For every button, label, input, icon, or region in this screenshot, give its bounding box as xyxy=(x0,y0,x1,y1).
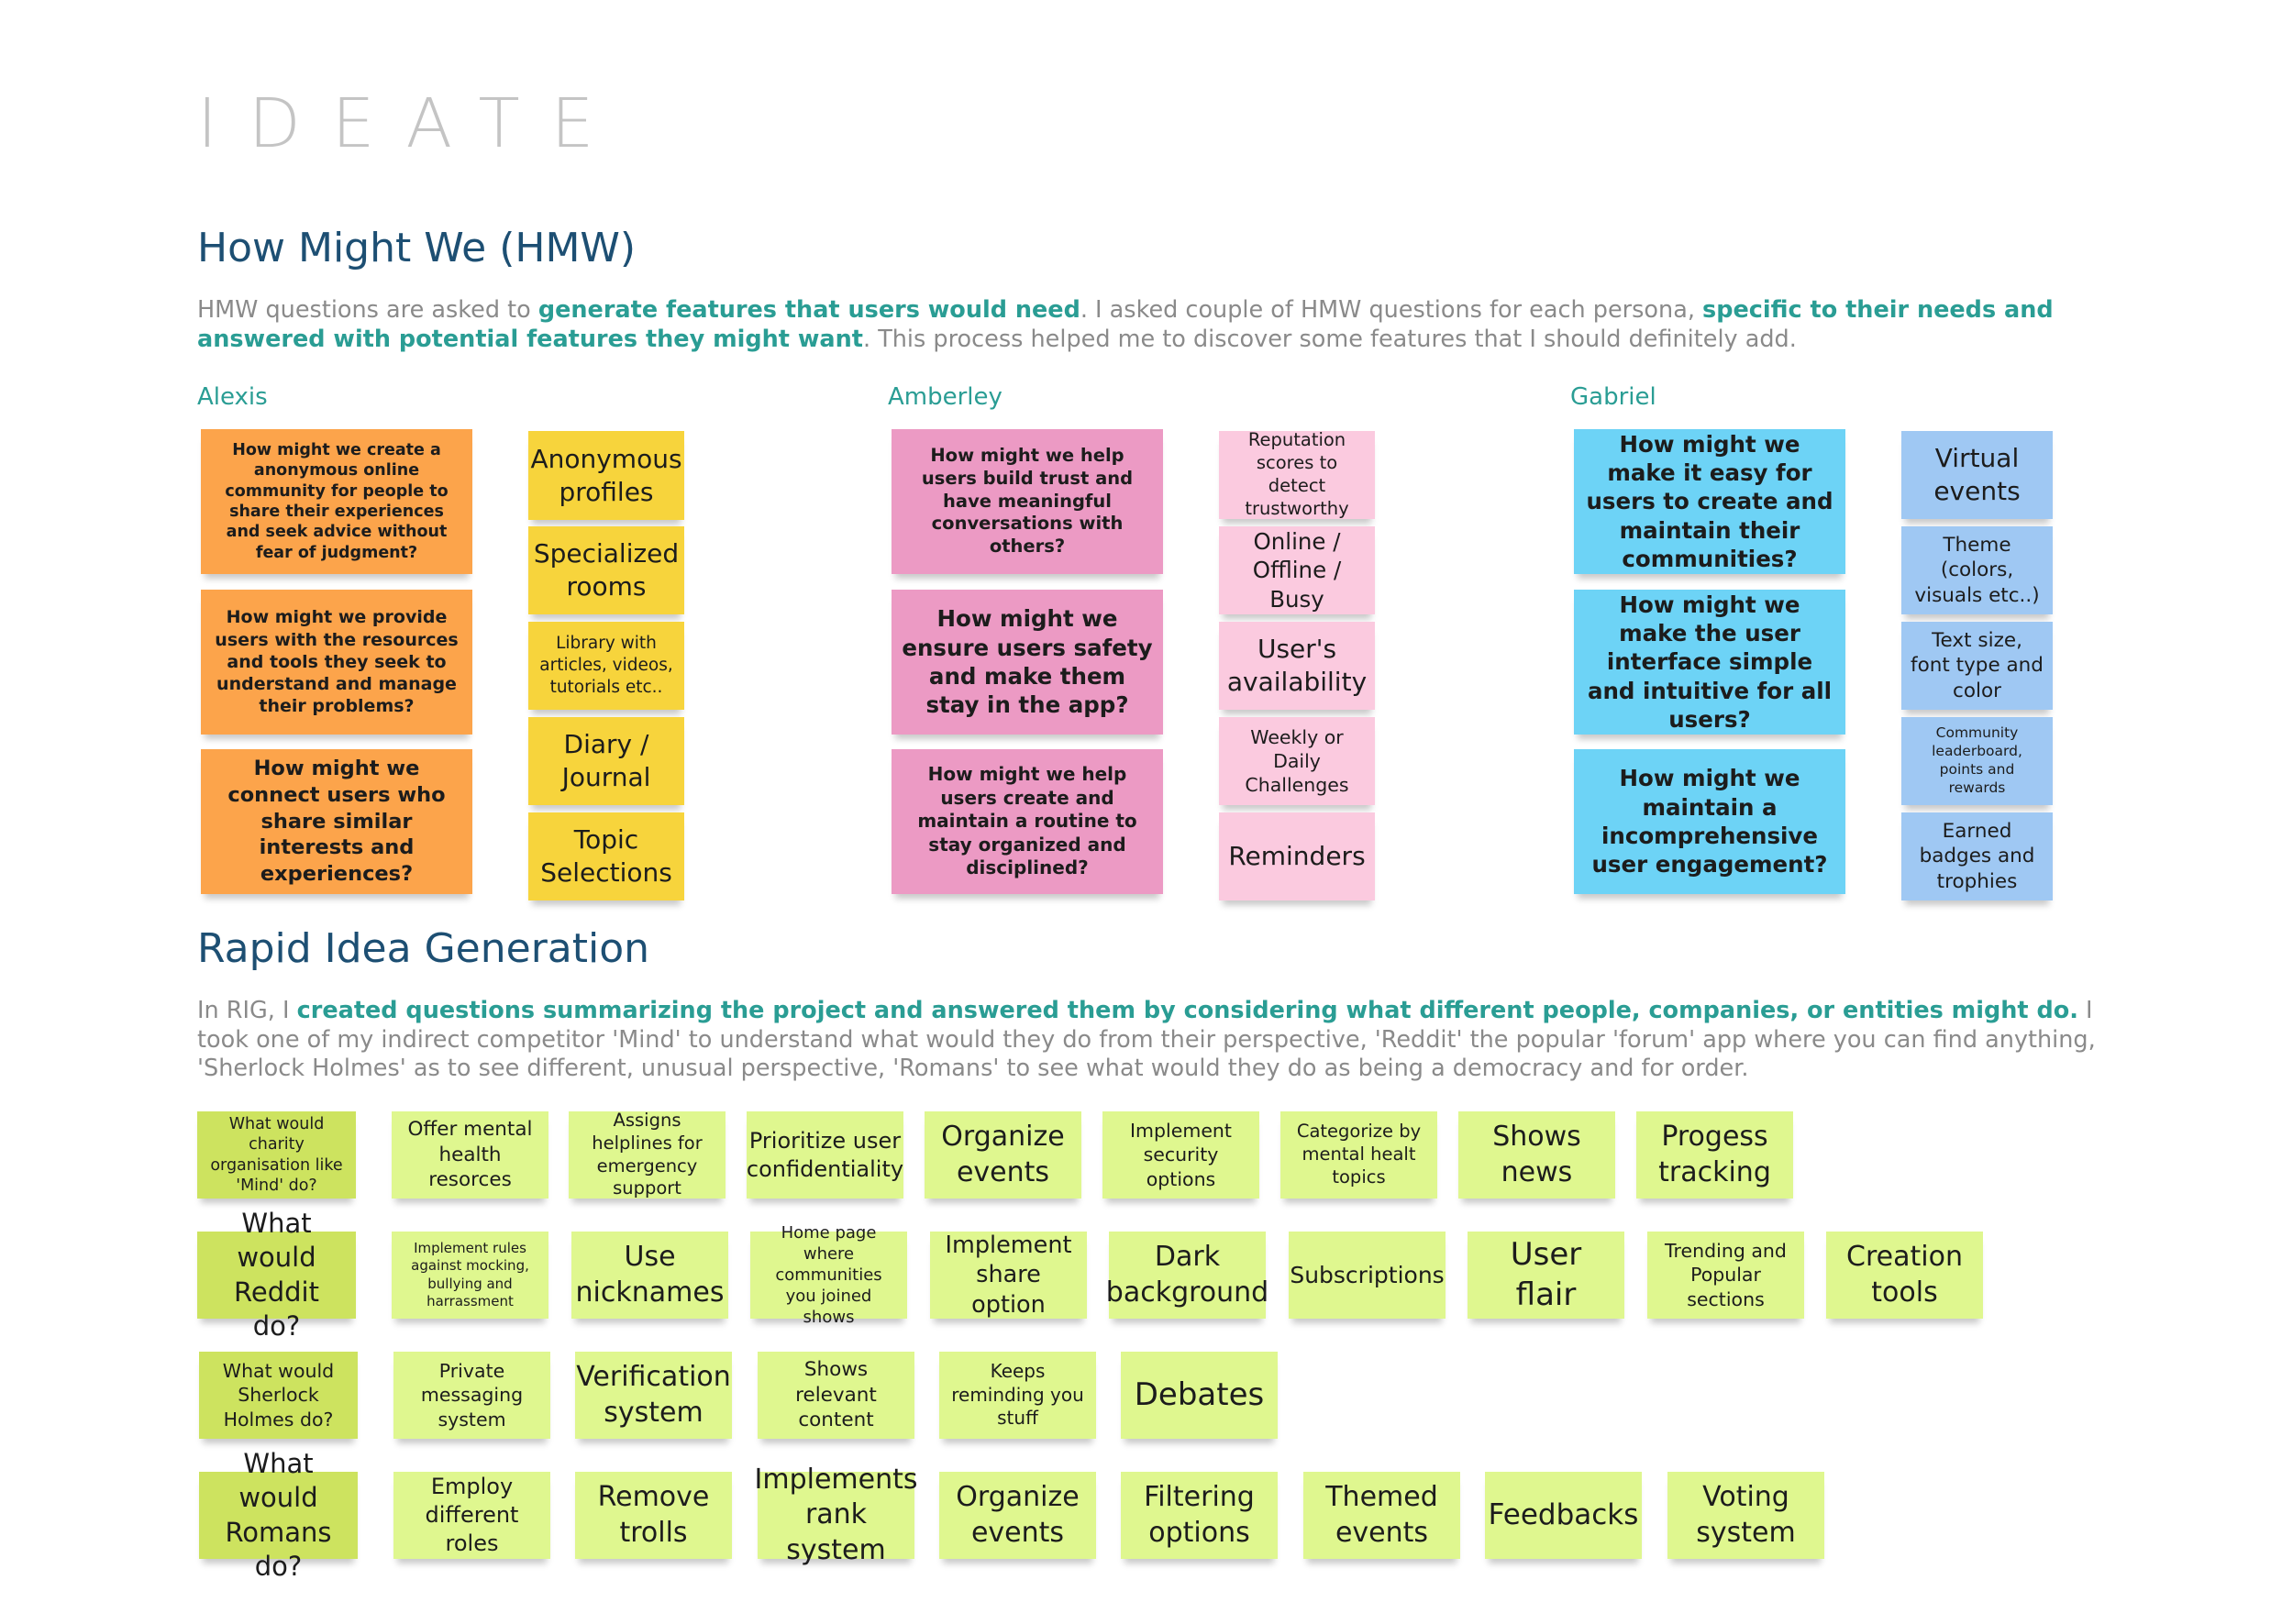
hmw-question-note: How might we create a anonymous online community for people to share their experiences and seek advice without fear of judgment? xyxy=(201,429,472,574)
hmw-question-note: How might we help users build trust and have meaningful conversations with others? xyxy=(892,429,1163,574)
rig-idea-note: Subscriptions xyxy=(1289,1232,1446,1319)
rig-idea-note: Implement rules against mocking, bullying and harrassment xyxy=(392,1232,548,1319)
hmw-answer-note: Library with articles, videos, tutorials etc.. xyxy=(528,622,684,710)
hmw-question-note: How might we help users create and maintain a routine to stay organized and disciplined? xyxy=(892,749,1163,894)
rig-idea-note: Organize events xyxy=(939,1472,1096,1559)
rig-intro: In RIG, I created questions summarizing the project and answered them by considering what different people, companies, or entities might do. I took one of my indirect competitor 'Mind' to understand what would they do from their perspective, 'Reddit' the popular 'forum' app where you can find anything, 'Sherlock Holmes' as to see different, unusual perspective, 'Romans' to see what would they do as being a democracy and for order. xyxy=(197,997,2096,1082)
rig-idea-note: Offer mental health resorces xyxy=(392,1111,548,1199)
rig-idea-note: Voting system xyxy=(1667,1472,1824,1559)
rig-idea-note: Dark background xyxy=(1109,1232,1266,1319)
rig-idea-note: Organize events xyxy=(925,1111,1081,1199)
hmw-answer-note: Community leaderboard, points and rewards xyxy=(1901,717,2053,805)
hmw-question-note: How might we make it easy for users to create and maintain their communities? xyxy=(1574,429,1845,574)
hmw-answer-note: Theme (colors, visuals etc..) xyxy=(1901,526,2053,614)
rig-question-note: What would Reddit do? xyxy=(197,1232,356,1319)
persona-name-amberley: Amberley xyxy=(888,383,1002,411)
rig-section-title: Rapid Idea Generation xyxy=(197,925,650,972)
rig-idea-note: Trending and Popular sections xyxy=(1647,1232,1804,1319)
hmw-question-note: How might we provide users with the resources and tools they seek to understand and manage their problems? xyxy=(201,590,472,735)
hmw-answer-note: Anonymous profiles xyxy=(528,431,684,520)
hmw-answer-note: Reminders xyxy=(1219,812,1375,900)
hmw-question-note: How might we ensure users safety and make them stay in the app? xyxy=(892,590,1163,735)
rig-idea-note: Progess tracking xyxy=(1636,1111,1793,1199)
hmw-answer-note: Online / Offline / Busy xyxy=(1219,526,1375,614)
persona-name-gabriel: Gabriel xyxy=(1570,383,1656,411)
hmw-answer-note: Diary / Journal xyxy=(528,717,684,805)
hmw-answer-note: Virtual events xyxy=(1901,431,2053,519)
hmw-answer-note: User's availability xyxy=(1219,622,1375,710)
rig-idea-note: Home page where communities you joined shows xyxy=(750,1232,907,1319)
rig-idea-note: Categorize by mental healt topics xyxy=(1280,1111,1437,1199)
rig-question-note: What would Romans do? xyxy=(199,1472,358,1559)
rig-idea-note: Themed events xyxy=(1303,1472,1460,1559)
rig-idea-note: Feedbacks xyxy=(1485,1472,1642,1559)
hmw-answer-note: Specialized rooms xyxy=(528,526,684,614)
rig-question-note: What would Sherlock Holmes do? xyxy=(199,1352,358,1439)
persona-name-alexis: Alexis xyxy=(197,383,268,411)
rig-idea-note: Shows relevant content xyxy=(758,1352,914,1439)
hmw-question-note: How might we make the user interface simple and intuitive for all users? xyxy=(1574,590,1845,735)
rig-idea-note: Filtering options xyxy=(1121,1472,1278,1559)
rig-idea-note: Remove trolls xyxy=(575,1472,732,1559)
hmw-answer-note: Weekly or Daily Challenges xyxy=(1219,717,1375,805)
rig-idea-note: Shows news xyxy=(1458,1111,1615,1199)
rig-idea-note: Implements rank system xyxy=(754,1463,918,1566)
rig-idea-note: User flair xyxy=(1468,1232,1624,1319)
rig-idea-note: Assigns helplines for emergency support xyxy=(569,1111,726,1199)
hmw-intro: HMW questions are asked to generate features that users would need. I asked couple of HMW questions for each persona, specific to their needs and answered with potential features they might want. This process helped me to discover some features that I should definitely add. xyxy=(197,296,2054,353)
rig-idea-note: Verification system xyxy=(575,1352,732,1439)
hmw-answer-note: Reputation scores to detect trustworthy xyxy=(1219,431,1375,519)
rig-idea-note: Keeps reminding you stuff xyxy=(939,1352,1096,1439)
rig-idea-note: Private messaging system xyxy=(393,1352,550,1439)
rig-idea-note: Employ different roles xyxy=(393,1472,550,1559)
rig-idea-note: Use nicknames xyxy=(571,1232,728,1319)
hmw-answer-note: Topic Selections xyxy=(528,812,684,900)
hmw-answer-note: Text size, font type and color xyxy=(1901,622,2053,710)
hmw-question-note: How might we connect users who share similar interests and experiences? xyxy=(201,749,472,894)
rig-question-note: What would charity organisation like 'Mind' do? xyxy=(197,1111,356,1199)
rig-idea-note: Implement share option xyxy=(930,1232,1087,1319)
rig-idea-note: Prioritize user confidentiality xyxy=(747,1111,903,1199)
hmw-question-note: How might we maintain a incomprehensive user engagement? xyxy=(1574,749,1845,894)
hmw-section-title: How Might We (HMW) xyxy=(197,225,637,271)
rig-idea-note: Debates xyxy=(1121,1352,1278,1439)
rig-idea-note: Implement security options xyxy=(1102,1111,1259,1199)
rig-idea-note: Creation tools xyxy=(1826,1232,1983,1319)
page-heading: IDEATE xyxy=(197,84,626,163)
hmw-answer-note: Earned badges and trophies xyxy=(1901,812,2053,900)
